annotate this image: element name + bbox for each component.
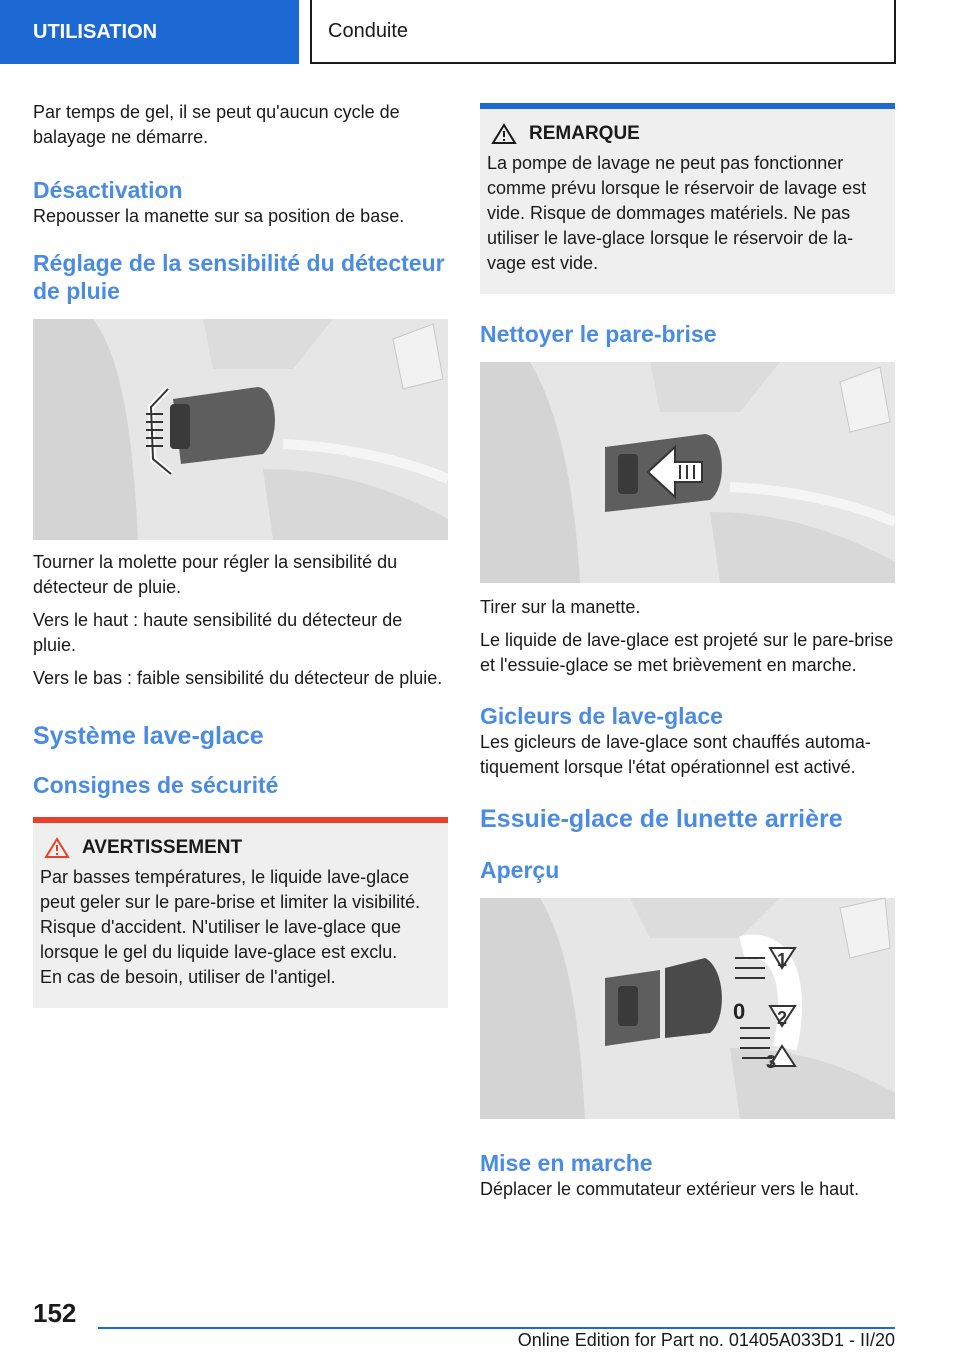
chapter-tab[interactable]: Conduite	[310, 0, 896, 64]
footer-divider	[98, 1327, 895, 1329]
rear-wiper-illustration	[480, 898, 895, 1119]
windshield-wash-illustration	[480, 362, 895, 583]
down-paragraph: Vers le bas : faible sensibilité du détecteur de pluie.	[33, 668, 443, 688]
heading-switch-on: Mise en marche	[480, 1150, 653, 1176]
rain-sensor-illustration	[33, 319, 448, 540]
warning-antifreeze: En cas de besoin, utiliser de l'antigel.	[40, 967, 336, 987]
frost-paragraph: Par temps de gel, il se peut qu'aucun cycle de balayage ne démarre.	[33, 102, 400, 147]
heading-deactivation: Désactivation	[33, 177, 183, 203]
heading-safety: Consignes de sécurité	[33, 772, 279, 798]
nozzles-paragraph: Les gicleurs de lave-glace sont chauffés automa-tiquement lorsque l'état opérationnel est activé.	[480, 732, 871, 777]
left-column	[33, 100, 448, 1008]
warning-triangle-icon	[491, 123, 517, 145]
page-number: 152	[33, 1298, 77, 1328]
warning-text: Par basses températures, le liquide lave-glace peut geler sur le pare-brise et limiter la visibilité. Risque d'accident. N'utiliser le lave-glace que lorsque le gel du liquide lave-glace est exclu.	[40, 867, 421, 962]
notice-box	[480, 103, 895, 294]
section-tab[interactable]: UTILISATION	[0, 0, 299, 64]
up-paragraph: Vers le haut : haute sensibilité du détecteur de pluie.	[33, 610, 403, 655]
warning-title: AVERTISSEMENT	[82, 837, 243, 858]
heading-rain-sensitivity: Réglage de la sensibilité du détecteur de pluie	[33, 250, 445, 304]
turn-wheel-paragraph: Tourner la molette pour régler la sensibilité du détecteur de pluie.	[33, 552, 398, 597]
heading-overview: Aperçu	[480, 857, 560, 883]
position-label-0: 0	[733, 999, 746, 1024]
warning-box	[33, 817, 448, 1008]
pull-paragraph: Tirer sur la manette.	[480, 597, 641, 617]
notice-text: La pompe de lavage ne peut pas fonctionner comme prévu lorsque le réservoir de lavage est vide. Risque de dommages matériels. Ne pas utiliser le lave-glace lorsque le réservoir de la-vage est vide.	[487, 153, 867, 273]
position-label-3: 3	[766, 1052, 777, 1072]
position-label-1: 1	[777, 950, 788, 970]
right-column	[480, 103, 895, 1210]
heading-washer-system: Système lave-glace	[33, 722, 264, 750]
edition-footer: Online Edition for Part no. 01405A033D1 - II/20	[517, 1330, 895, 1350]
warning-triangle-icon	[44, 837, 70, 859]
fluid-paragraph: Le liquide de lave-glace est projeté sur le pare-brise et l'essuie-glace se met brièvement en marche.	[480, 630, 894, 675]
deactivation-paragraph: Repousser la manette sur sa position de base.	[33, 206, 405, 226]
switch-on-paragraph: Déplacer le commutateur extérieur vers le haut.	[480, 1179, 860, 1199]
notice-title: REMARQUE	[529, 123, 640, 144]
heading-nozzles: Gicleurs de lave-glace	[480, 703, 723, 729]
heading-clean-windshield: Nettoyer le pare-brise	[480, 321, 717, 347]
position-label-2: 2	[777, 1008, 788, 1028]
heading-rear-wiper: Essuie-glace de lunette arrière	[480, 805, 843, 833]
